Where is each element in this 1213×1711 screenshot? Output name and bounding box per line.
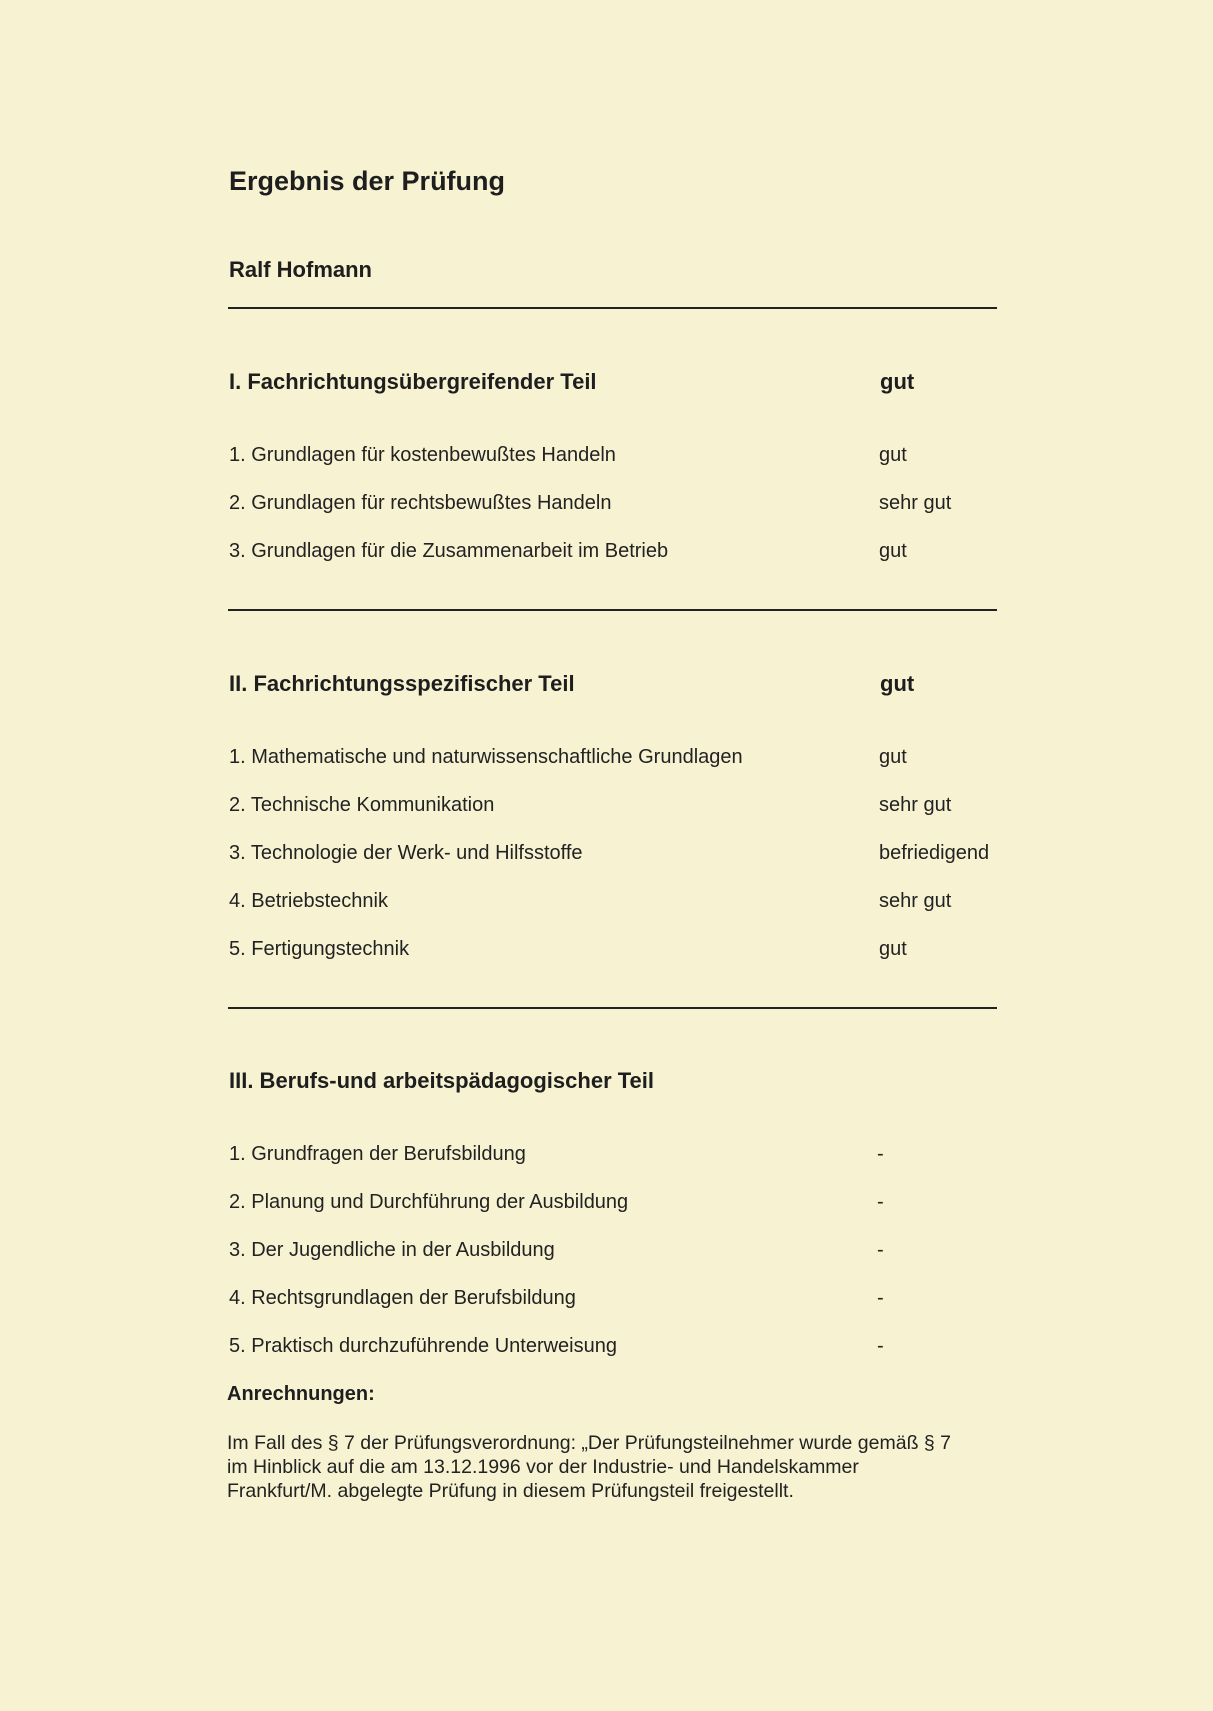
subject-grade: gut xyxy=(879,444,907,466)
credits-paragraph xyxy=(227,1431,1027,1503)
candidate-name: Ralf Hofmann xyxy=(229,257,372,282)
subject-grade: - xyxy=(877,1287,884,1309)
subject-label: 5. Praktisch durchzuführende Unterweisung xyxy=(229,1335,617,1357)
divider xyxy=(228,609,997,611)
subject-grade: befriedigend xyxy=(879,842,990,864)
divider xyxy=(228,1007,997,1009)
subject-label: 2. Grundlagen für rechtsbewußtes Handeln xyxy=(229,492,612,514)
section-heading-1: I. Fachrichtungsübergreifender Teil xyxy=(229,369,597,394)
subject-label: 1. Mathematische und naturwissenschaftliche Grundlagen xyxy=(229,746,743,768)
subject-grade: sehr gut xyxy=(879,794,952,816)
subject-label: 3. Der Jugendliche in der Ausbildung xyxy=(229,1239,555,1261)
credits-line: Im Fall des § 7 der Prüfungsverordnung: „Der Prüfungsteilnehmer wurde gemäß § 7 xyxy=(227,1432,952,1454)
subject-grade: - xyxy=(877,1239,884,1261)
section-grade-1: gut xyxy=(880,369,915,394)
subject-label: 1. Grundlagen für kostenbewußtes Handeln xyxy=(229,444,616,466)
credits-line: Frankfurt/M. abgelegte Prüfung in diesem Prüfungsteil freigestellt. xyxy=(227,1480,794,1502)
subject-grade: gut xyxy=(879,938,907,960)
divider xyxy=(228,307,997,309)
subject-grade: gut xyxy=(879,746,907,768)
subject-grade: gut xyxy=(879,540,907,562)
subject-label: 2. Planung und Durchführung der Ausbildung xyxy=(229,1191,629,1213)
section-heading-3: III. Berufs-und arbeitspädagogischer Teil xyxy=(229,1068,655,1093)
subject-grade: - xyxy=(877,1191,884,1213)
subject-grade: sehr gut xyxy=(879,890,952,912)
subject-grade: - xyxy=(877,1143,884,1165)
subject-grade: - xyxy=(877,1335,884,1357)
subject-label: 5. Fertigungstechnik xyxy=(229,938,410,960)
subject-label: 4. Betriebstechnik xyxy=(229,890,388,912)
subject-label: 1. Grundfragen der Berufsbildung xyxy=(229,1143,526,1165)
subject-label: 2. Technische Kommunikation xyxy=(229,794,495,816)
section-grade-2: gut xyxy=(880,671,915,696)
credits-heading: Anrechnungen: xyxy=(227,1383,375,1405)
subject-grade: sehr gut xyxy=(879,492,952,514)
subject-label: 3. Grundlagen für die Zusammenarbeit im Betrieb xyxy=(229,540,669,562)
section-heading-2: II. Fachrichtungsspezifischer Teil xyxy=(229,671,575,696)
credits-line: im Hinblick auf die am 13.12.1996 vor der Industrie- und Handelskammer xyxy=(227,1456,859,1478)
page-title: Ergebnis der Prüfung xyxy=(229,166,506,196)
subject-label: 3. Technologie der Werk- und Hilfsstoffe xyxy=(229,842,583,864)
subject-label: 4. Rechtsgrundlagen der Berufsbildung xyxy=(229,1287,576,1309)
